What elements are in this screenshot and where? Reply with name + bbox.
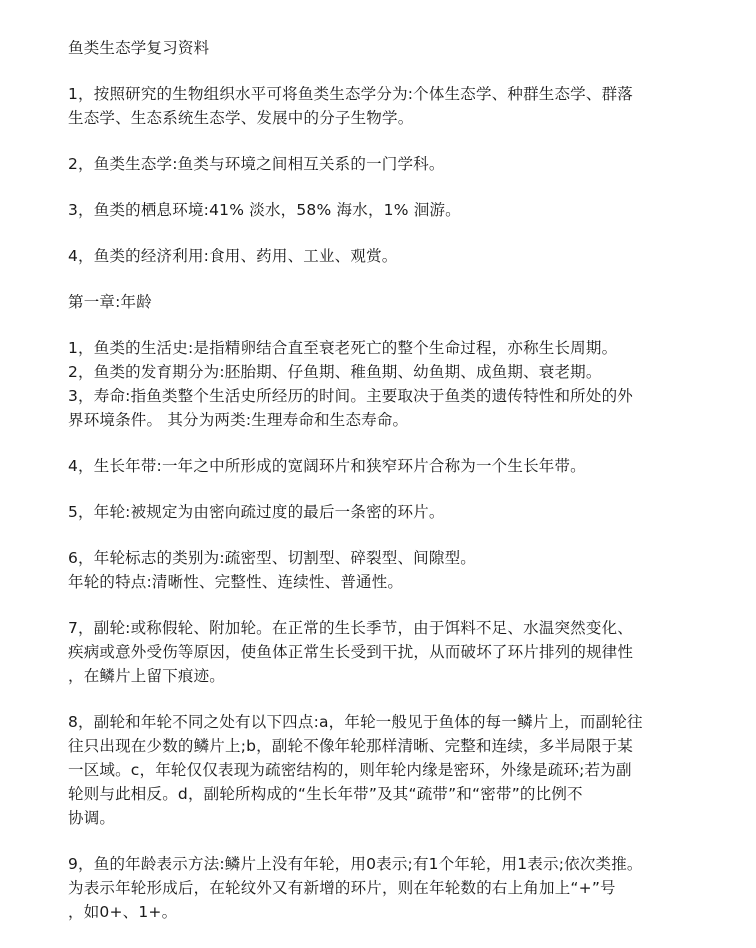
text-line: 年轮的特点:清晰性、完整性、连续性、普通性。: [68, 573, 404, 591]
text-line: ，如0+、1+。: [68, 903, 178, 921]
text-line: ，在鳞片上留下痕迹。: [68, 667, 226, 685]
text-line: 7，副轮:或称假轮、附加轮。在正常的生长季节，由于饵料不足、水温突然变化、: [68, 619, 633, 637]
chapter-paragraph-6: [68, 546, 710, 594]
text-line: 为表示年轮形成后，在轮纹外又有新增的环片，则在年轮数的右上角加上“+”号: [68, 879, 616, 897]
intro-paragraph-2: [68, 152, 710, 176]
text-line: 疾病或意外受伤等原因，使鱼体正常生长受到干扰，从而破坏了环片排列的规律性: [68, 643, 634, 661]
text-line: 8，副轮和年轮不同之处有以下四点:a，年轮一般见于鱼体的每一鳞片上，而副轮往: [68, 713, 643, 731]
text-line: 1，按照研究的生物组织水平可将鱼类生态学分为:个体生态学、种群生态学、群落: [68, 85, 633, 103]
chapter-heading: 第一章:年龄: [68, 293, 152, 311]
text-line: 4，生长年带:一年之中所形成的宽阔环片和狭窄环片合称为一个生长年带。: [68, 457, 586, 475]
text-line: 协调。: [68, 809, 116, 827]
text-line: 生态学、生态系统生态学、发展中的分子生物学。: [68, 109, 414, 127]
text-line: 3，寿命:指鱼类整个生活史所经历的时间。主要取决于鱼类的遗传特性和所处的外: [68, 387, 633, 405]
text-line: 5，年轮:被规定为由密向疏过度的最后一条密的环片。: [68, 503, 445, 521]
text-line: 9，鱼的年龄表示方法:鳞片上没有年轮，用0表示;有1个年轮，用1表示;依次类推。: [68, 855, 643, 873]
chapter-paragraph-7: [68, 616, 710, 688]
chapter-paragraph-8: [68, 710, 710, 830]
intro-paragraph-1: [68, 82, 710, 130]
chapter-paragraph-9: [68, 852, 710, 924]
text-line: 一区域。c，年轮仅仅表现为疏密结构的，则年轮内缘是密环，外缘是疏环;若为副: [68, 761, 632, 779]
chapter-paragraph-5: [68, 500, 710, 524]
text-line: 4，鱼类的经济利用:食用、药用、工业、观赏。: [68, 247, 398, 265]
intro-paragraph-3: [68, 198, 710, 222]
text-line: 轮则与此相反。d，副轮所构成的“生长年带”及其“疏带”和“密带”的比例不: [68, 785, 583, 803]
chapter-paragraph-4: [68, 454, 710, 478]
text-line: 2，鱼类生态学:鱼类与环境之间相互关系的一门学科。: [68, 155, 445, 173]
text-line: 往只出现在少数的鳞片上;b，副轮不像年轮那样清晰、完整和连续，多半局限于某: [68, 737, 633, 755]
document-title: 鱼类生态学复习资料: [68, 39, 210, 57]
intro-paragraph-4: [68, 244, 710, 268]
chapter-block-1: [68, 336, 710, 432]
text-line: 1，鱼类的生活史:是指精卵结合直至衰老死亡的整个生命过程，亦称生长周期。: [68, 339, 618, 357]
text-line: 2，鱼类的发育期分为:胚胎期、仔鱼期、稚鱼期、幼鱼期、成鱼期、衰老期。: [68, 363, 602, 381]
text-line: 6，年轮标志的类别为:疏密型、切割型、碎裂型、间隙型。: [68, 549, 476, 567]
text-line: 3，鱼类的栖息环境:41% 淡水，58% 海水，1% 洄游。: [68, 201, 461, 219]
text-line: 界环境条件。 其分为两类:生理寿命和生态寿命。: [68, 411, 409, 429]
